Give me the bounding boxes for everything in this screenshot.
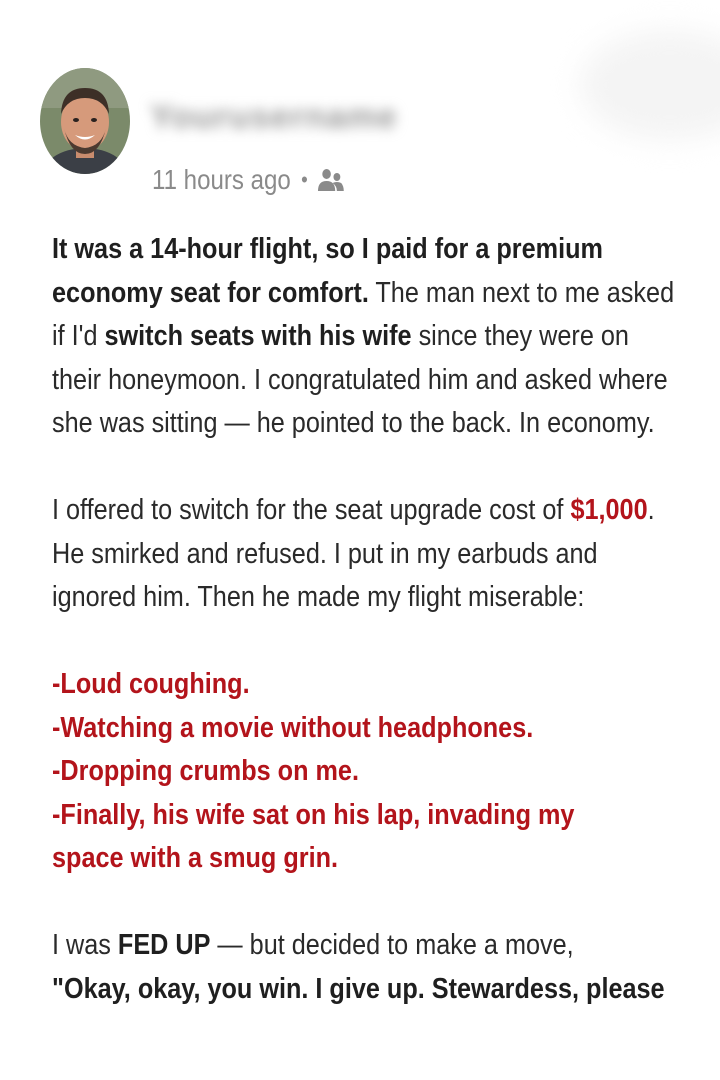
timestamp[interactable]: 11 hours ago [152, 164, 291, 195]
paragraph-gap [52, 446, 678, 490]
paragraph-gap [52, 881, 678, 925]
list-item: -Finally, his wife sat on his lap, invading my space with a smug grin. [52, 798, 575, 874]
body-text: . He smirked and refused. I put in my earbuds and ignored him. Then he made my flight miserable: [52, 494, 655, 613]
body-text: I offered to switch for the seat upgrade cost of [52, 494, 571, 526]
list-item: -Watching a movie without headphones. [52, 711, 534, 744]
meta-separator: • [301, 167, 308, 192]
bold-text: It was a 14-hour flight, so I paid for a premium economy seat for comfort. [52, 233, 603, 309]
body-text: since they were on their honeymoon. I congratulated him and asked where she was sitting — he pointed to the back. In economy. [52, 320, 668, 439]
bold-text: FED UP [117, 929, 211, 961]
post-body [52, 228, 678, 1011]
friends-icon[interactable] [316, 167, 345, 193]
price-highlight: $1,000 [570, 494, 648, 526]
body-text: The man next to me asked if I'd [52, 276, 675, 352]
paragraph-gap [52, 620, 678, 664]
bold-text: "Okay, okay, you win. I give up. Stewardess, please [52, 972, 665, 1005]
body-text: — but decided to make a move, [210, 929, 574, 961]
paragraph-1 [52, 228, 678, 446]
paragraph-2 [52, 489, 678, 620]
bold-text: switch seats with his wife [104, 320, 412, 352]
quote-line [52, 968, 678, 1012]
body-text: I was [52, 929, 118, 961]
paragraph-3 [52, 924, 678, 968]
avatar[interactable] [40, 68, 130, 174]
profile-photo-icon [40, 68, 130, 174]
author-name[interactable]: Yourusername [150, 98, 398, 136]
list-item: -Dropping crumbs on me. [52, 755, 359, 787]
list-item: -Loud coughing. [52, 668, 250, 700]
post-header [40, 68, 680, 208]
post-meta [152, 164, 346, 196]
